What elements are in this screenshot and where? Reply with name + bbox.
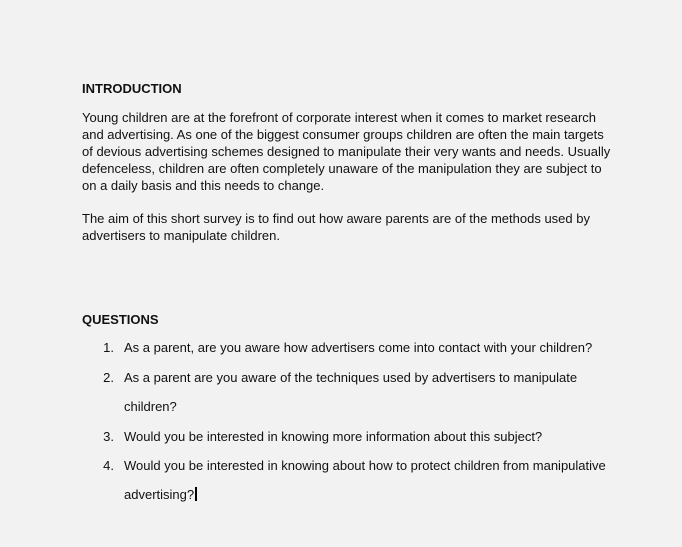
question-text: Would you be interested in knowing about how to protect children from manipulative [124,458,606,473]
text-line: defenceless, children are often completely unaware of the manipulation they are subject to [82,161,602,176]
text-line: of devious advertising schemes designed to manipulate their very wants and needs. Usually [82,144,611,159]
list-number: 4. [103,458,114,473]
text-line: The aim of this short survey is to find out how aware parents are of the methods used by [82,211,590,226]
text-line: advertisers to manipulate children. [82,228,280,243]
question-text: children? [124,399,177,414]
question-text: As a parent, are you aware how advertisers come into contact with your children? [124,340,593,355]
question-text: Would you be interested in knowing more information about this subject? [124,429,543,444]
introduction-heading: INTRODUCTION [82,81,182,96]
text-line: and advertising. As one of the biggest consumer groups children are often the main targets [82,127,604,142]
question-text: advertising? [124,487,195,502]
text-line: Young children are at the forefront of corporate interest when it comes to market research [82,110,597,125]
question-last-line [124,486,197,503]
text-line: on a daily basis and this needs to change. [82,178,325,193]
list-number: 2. [103,370,114,385]
questions-heading: QUESTIONS [82,312,159,327]
question-text: As a parent are you aware of the techniques used by advertisers to manipulate [124,370,578,385]
text-cursor [195,487,197,501]
list-number: 1. [103,340,114,355]
list-number: 3. [103,429,114,444]
